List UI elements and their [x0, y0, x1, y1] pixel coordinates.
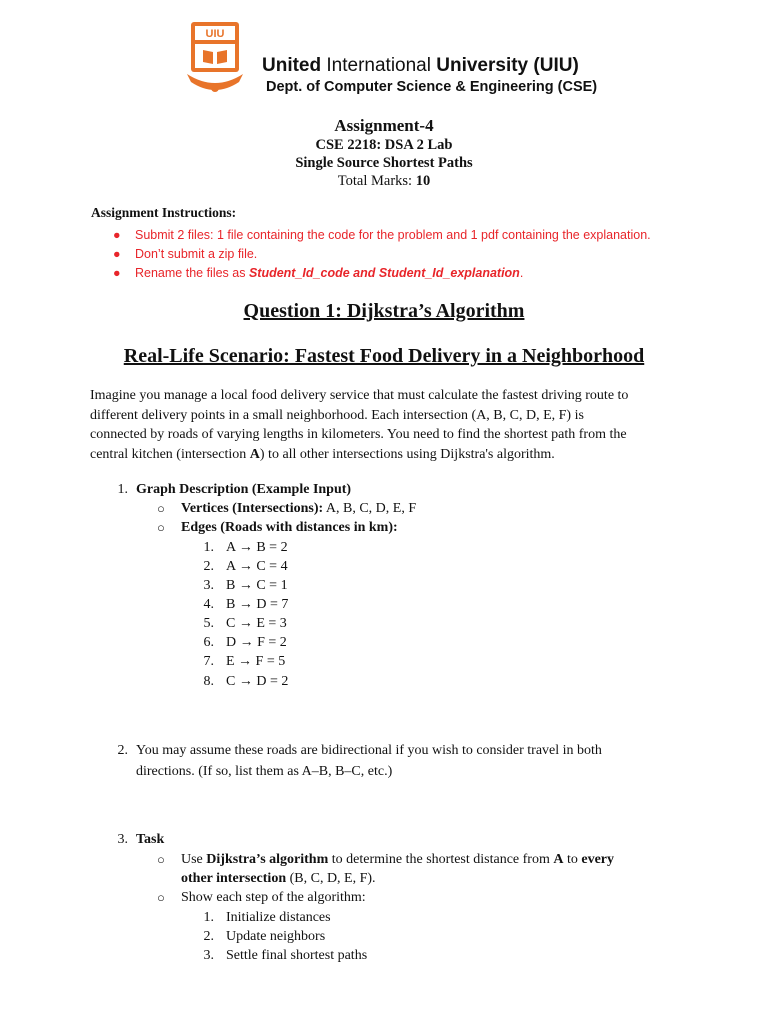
department-name: Dept. of Computer Science & Engineering (CSE): [266, 79, 598, 95]
section-2-line2: directions. (If so, list them as A–B, B–C, etc.): [136, 764, 393, 779]
intro-paragraph: Imagine you manage a local food delivery service that must calculate the fastest driving route to different delivery points in a small neighborhood. Each intersection (A, B, C, D, E, F) is connected by roads of varying lengths in kilometers. You need to find the shortest path from the central kitchen (intersection A) to all other intersections using Dijkstra's algorithm.: [90, 388, 629, 462]
instruction-item: ● Don’t submit a zip file.: [113, 247, 258, 261]
total-marks: Total Marks: 10: [337, 173, 431, 189]
course-title: CSE 2218: DSA 2 Lab: [315, 137, 453, 153]
assignment-title: Assignment-4: [334, 116, 434, 135]
university-name: United International University (UIU): [262, 55, 579, 76]
instruction-item: ● Submit 2 files: 1 file containing the code for the problem and 1 pdf containing the explanation.: [113, 228, 651, 242]
instruction-item: ● Rename the files as Student_Id_code and Student_Id_explanation.: [113, 266, 524, 280]
question-title: Question 1: Dijkstra’s Algorithm: [243, 300, 525, 322]
instructions-title: Assignment Instructions:: [91, 205, 237, 220]
logo-text: UIU: [205, 28, 225, 40]
scenario-title: Real-Life Scenario: Fastest Food Delivery in a Neighborhood: [123, 345, 645, 367]
topic-title: Single Source Shortest Paths: [295, 155, 473, 171]
instructions-list: [113, 226, 651, 283]
task-use-item-line2: other intersection (B, C, D, E, F).: [181, 871, 376, 886]
uiu-logo: [179, 20, 251, 96]
document-page: UIU United International University (UIU) Dept. of Computer Science & Engineering (CSE) Assignment-4 CSE 2218: DSA 2 Lab Single Source Shortest Paths Total Marks: 10 Assignment Instructions: ● Submit 2 files: 1 file containing the code for the problem and 1 pdf containing the explanation. ● Don’t submit a zip file. ● Rename the files as Student_Id_code and Student_Id_explanation. Question 1: Dijkstra’s Algorithm Real-Life Scenario: Fastest Food Delivery in a Neighborhood Imagine you manage a local food delivery service that must calculate the fastest driving route to different delivery points in a small neighborhood. Each intersection (A, B, C, D, E, F) is connected by roads of varying lengths in kilometers. You need to find the shortest path from the central kitchen (intersection A) to all other intersections using Dijkstra's algorithm. 1. Graph Description (Example Input) ○ Vertices (Intersections): A, B, C, D, E, F ○ Edges (Roads with distances in km): 1. A → B = 2 2. A → C = 4 3. B → C = 1 4. B → D = 7 5. C → E = 3 6. D → F = 2 7. E → F = 5 8. C → D = 2 2. You may assume these roads are bidirectional if you wish to consider travel in both directions. (If so, list them as A–B, B–C, etc.) 3. Task ○ Use Dijkstra’s algorithm to determine the shortest distance from A to every other intersection (B, C, D, E, F). ○ Show each step of the algorithm: 1. Initialize distances 2. Update neighbors 3. Settle final shortest paths: [0, 0, 768, 1024]
